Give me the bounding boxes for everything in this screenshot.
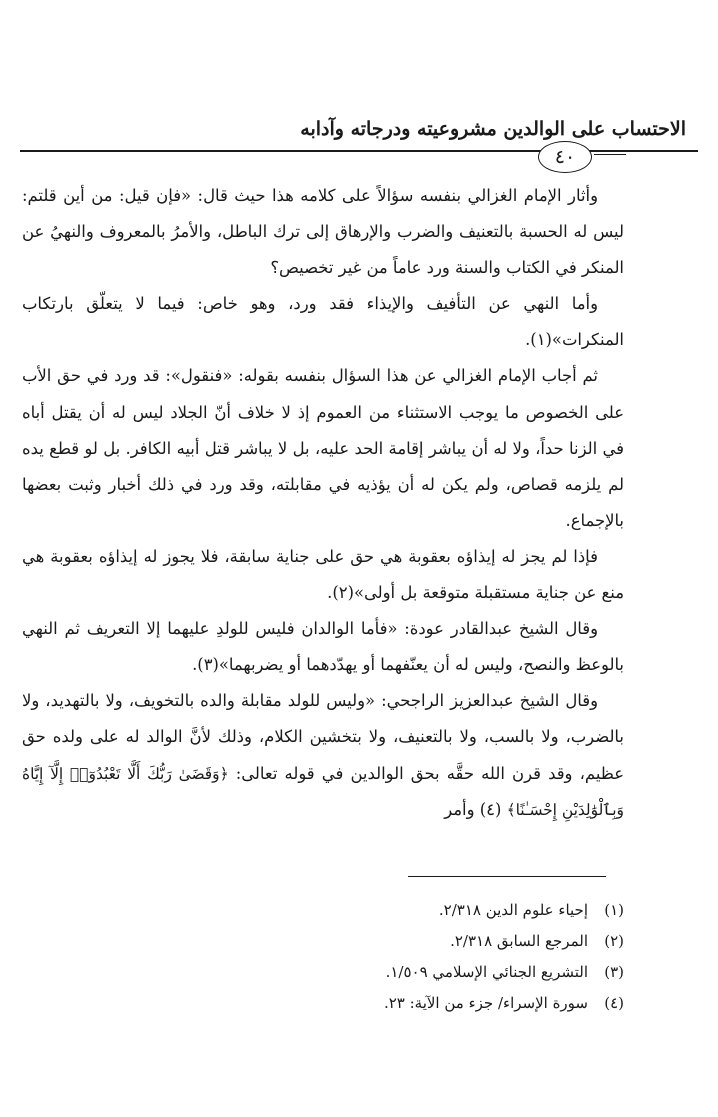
line: وقال الشيخ عبدالعزيز الراجحي: «وليس للولد مقابلة والده بالتخويف، [128,691,598,711]
paragraph-1 [22,178,624,286]
verse-outro: (٤) وأمر [444,799,502,819]
line: ثم النهي بالوعظ والنصح، وليس له أن يعنّفهما أو يهدّدهما أو يضربهما»(٣). [22,619,624,675]
running-header [20,112,698,150]
line: والأمرُ بالمعروف والنهيُ عن المنكر في الكتاب والسنة ورد عاماً من غير [22,222,624,278]
header-rule [20,150,698,152]
paragraph-3 [22,358,624,538]
verse-intro: قوله تعالى: [235,763,315,783]
line: وأما النهي عن التأفيف والإيذاء فقد ورد، وهو خاص: فيما لا يتعلّق [86,294,598,314]
footnote-separator [408,876,606,877]
footnote-text: إحياء علوم الدين ٢/٣١٨. [438,901,588,919]
line: وأثار الإمام الغزالي بنفسه سؤالاً على كلامه هذا حيث قال: «فإن قيل: [118,186,598,205]
footnote-number: (١) [604,901,624,919]
footnote-text: سورة الإسراء/ جزء من الآية: ٢٣. [383,994,588,1012]
footnote-number: (٣) [604,963,624,981]
header-title: الاحتساب على الوالدين مشروعيته ودرجاته وآدابه [300,118,686,140]
line: يباشر قتل أبيه الكافر. بل لو قطع يده لم يلزمه قصاص، ولم يكن له أن يؤذيه في [22,438,624,494]
paragraph-4 [22,539,624,611]
paragraph-6 [22,683,624,827]
line: من أين قلتم: ليس له الحسبة بالتعنيف والضرب والإرهاق إلى ترك الباطل، [22,186,624,242]
quran-verse: ﴿وَقَضَىٰ رَبُّكَ أَلَّا تَعْبُدُوٓا۟ إِلَّآ إِيَّاهُ وَبِٱلْوَٰلِدَيْنِ إِحْسَـٰنًا﴾ [22,764,624,819]
footnote-text: المرجع السابق ٢/٣١٨. [450,932,588,950]
paragraph-5 [22,611,624,683]
line: تخصيص؟ [270,258,334,278]
footnote-item [240,988,624,1019]
line: بعقوبة هي منع عن جناية مستقبلة متوقعة بل أولى»(٢). [22,546,624,603]
footnote-item [240,926,624,957]
footnote-number: (٤) [604,994,624,1012]
page-number: ٤٠ [538,141,592,173]
page-number-dash [594,154,626,155]
footnote-item [240,895,624,926]
line: مقابلته، وقد ورد في ذلك أخبار وثبت بعضها بالإجماع. [22,474,624,530]
line: وقال الشيخ عبدالقادر عودة: «فأما الوالدان فليس للولدِ عليهما إلا التعريف [86,619,598,639]
footnote-item [240,957,624,988]
line: الجلاد ليس له أن يقتل أباه في الزنا حداً، ولا له أن يباشر إقامة الحد عليه، بل لا [22,402,624,458]
footnote-number: (٢) [604,932,624,950]
line: ثم أجاب الإمام الغزالي عن هذا السؤال بنفسه بقوله: «فنقول»: قد ورد [114,366,598,386]
line: وذلك لأنَّ الوالد له على ولده حق عظيم، وقد قرن الله حقَّه بحق الوالدين في [22,727,624,783]
line: فإذا لم يجز له إيذاؤه بعقوبة هي حق على جناية سابقة، فلا يجوز له إيذاؤه [98,546,598,566]
line: ولا بالتهديد، ولا بالضرب، ولا بالسب، ولا بالتعنيف، ولا بتخشين الكلام، [22,691,624,747]
footnote-text: التشريع الجنائي الإسلامي ١/٥٠٩. [385,963,588,981]
line: في حق الأب على الخصوص ما يوجب الاستثناء من العموم إذ لا خلاف أنّ [22,366,624,422]
body-text [22,178,624,828]
line: بارتكاب المنكرات»(١). [22,294,624,350]
paragraph-2 [22,286,624,358]
footnotes [240,895,624,1019]
